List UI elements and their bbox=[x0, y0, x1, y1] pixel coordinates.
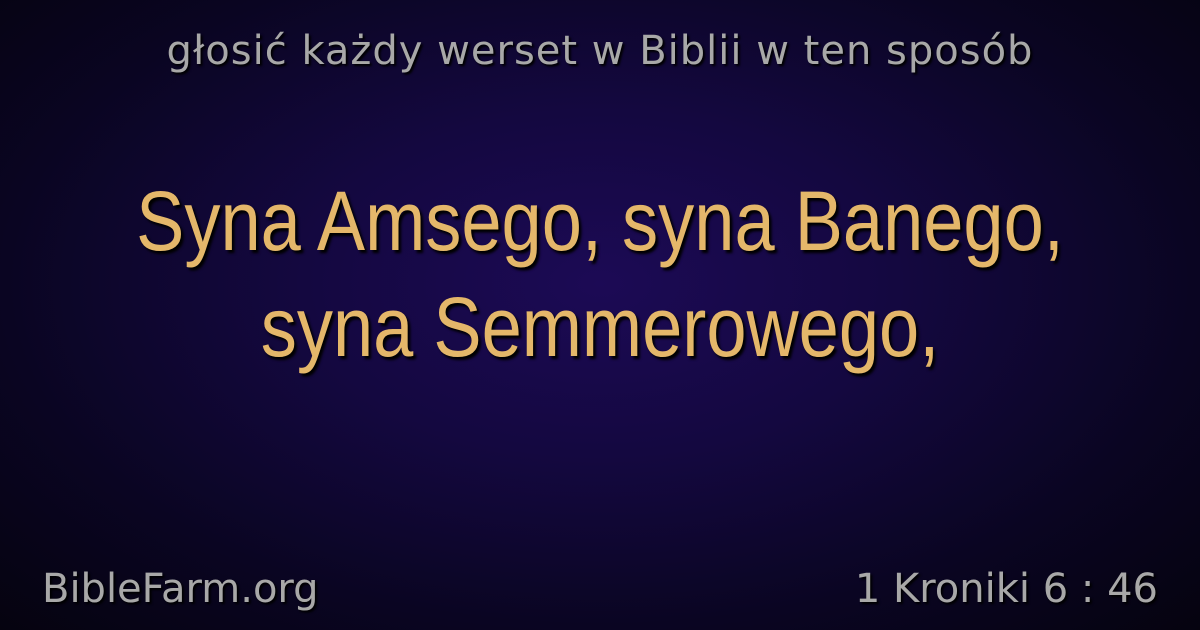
verse-line-1: Syna Amsego, syna Banego, bbox=[136, 174, 1064, 268]
verse-reference: 1 Kroniki 6 : 46 bbox=[854, 566, 1158, 612]
verse-text bbox=[110, 168, 1090, 380]
site-name: BibleFarm.org bbox=[42, 566, 319, 612]
verse-line-2: syna Semmerowego, bbox=[260, 280, 940, 374]
tagline: głosić każdy werset w Biblii w ten sposób bbox=[166, 28, 1034, 74]
